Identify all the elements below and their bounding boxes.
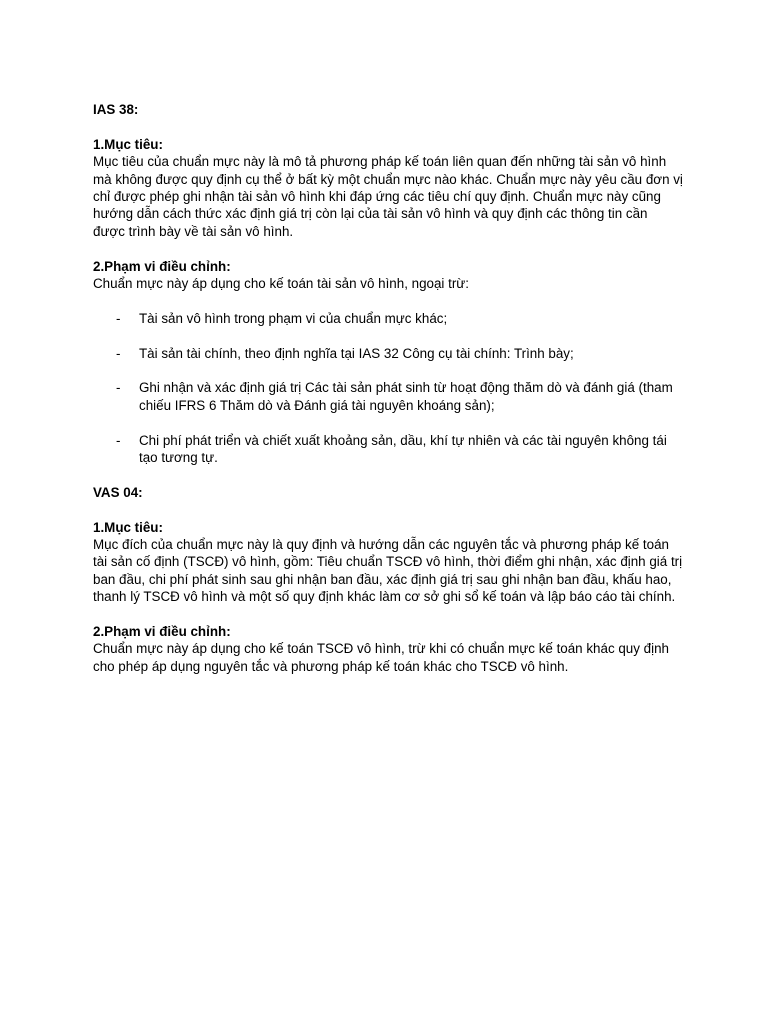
list-item [93,432,683,467]
document-page [93,101,683,675]
vas-objective-text: Mục đích của chuẩn mực này là quy định và hướng dẫn các nguyên tắc và phương pháp kế toán tài sản cố định (TSCĐ) vô hình, gồm: Tiêu chuẩn TSCĐ vô hình, thời điểm ghi nhận, xác định giá trị ban đầu, chi phí phát sinh sau ghi nhận ban đầu, xác định giá trị sau ghi nhận ban đầu, khấu hao, thanh lý TSCĐ vô hình và một số quy định khác làm cơ sở ghi sổ kế toán và lập báo cáo tài chính. [93,537,683,605]
spacer [93,118,683,135]
ias-scope-text: Chuẩn mực này áp dụng cho kế toán tài sản vô hình, ngoại trừ: [93,276,469,292]
vas-scope-text: Chuẩn mực này áp dụng cho kế toán TSCĐ vô hình, trừ khi có chuẩn mực kế toán khác quy định cho phép áp dụng nguyên tắc và phương pháp kế toán khác cho TSCĐ vô hình. [93,641,669,674]
spacer [93,501,683,518]
list-item-text: Ghi nhận và xác định giá trị Các tài sản phát sinh từ hoạt động thăm dò và đánh giá (tham chiếu IFRS 6 Thăm dò và Đánh giá tài nguyên khoáng sản); [139,380,673,413]
ias-objective-text: Mục tiêu của chuẩn mực này là mô tả phương pháp kế toán liên quan đến những tài sản vô hình mà không được quy định cụ thể ở bất kỳ một chuẩn mực nào khác. Chuẩn mực này yêu cầu đơn vị chỉ được phép ghi nhận tài sản vô hình khi đáp ứng các tiêu chí quy định. Chuẩn mực này cũng hướng dẫn cách thức xác định giá trị còn lại của tài sản vô hình và quy định các thông tin cần được trình bày về tài sản vô hình. [93,154,683,239]
list-item-text: Tài sản tài chính, theo định nghĩa tại IAS 32 Công cụ tài chính: Trình bày; [139,345,574,361]
bullet-dash: - [116,345,121,361]
spacer [93,606,683,623]
vas-title: VAS 04: [93,484,143,500]
list-item-text: Chi phí phát triển và chiết xuất khoảng sản, dầu, khí tự nhiên và các tài nguyên không tái tạo tương tự. [139,432,667,466]
list-item [93,379,683,414]
list-item [93,310,683,327]
spacer [93,292,683,309]
bullet-dash: - [116,432,121,448]
bullet-dash: - [116,310,121,326]
list-item-text: Tài sản vô hình trong phạm vi của chuẩn mực khác; [139,310,448,326]
ias-title: IAS 38: [93,102,139,117]
bullet-dash: - [116,380,121,396]
ias-scope-heading: 2.Phạm vi điều chỉnh: [93,258,231,274]
vas-objective-heading: 1.Mục tiêu: [93,519,163,535]
list-item [93,345,683,362]
ias-exclusion-list [93,310,683,467]
vas-scope-heading: 2.Phạm vi điều chỉnh: [93,624,231,640]
ias-objective-heading: 1.Mục tiêu: [93,136,163,152]
spacer [93,240,683,257]
